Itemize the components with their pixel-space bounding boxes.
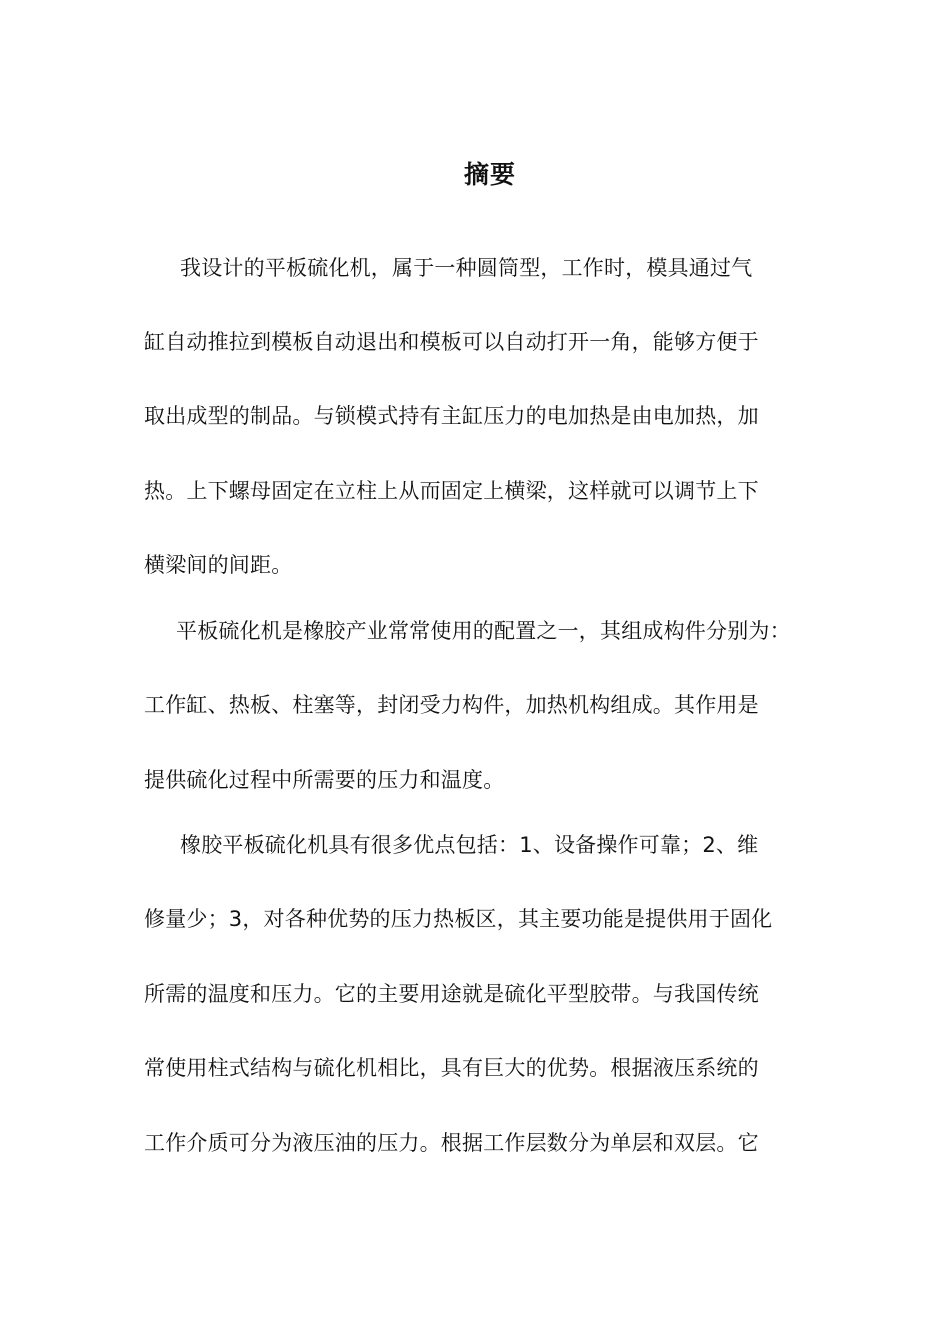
paragraph-3-line-2: 修量少；3，对各种优势的压力热板区，其主要功能是提供用于固化: [144, 907, 773, 931]
paragraph-2-line-2: 工作缸、热板、柱塞等，封闭受力构件，加热机构组成。其作用是: [144, 693, 759, 717]
paragraph-1-line-1: 我设计的平板硫化机，属于一种圆筒型，工作时，模具通过气: [180, 256, 753, 280]
page-title: 摘要: [463, 160, 516, 189]
paragraph-1-line-2: 缸自动推拉到模板自动退出和模板可以自动打开一角，能够方便于: [144, 330, 759, 354]
paragraph-2-line-3: 提供硫化过程中所需要的压力和温度。: [144, 768, 505, 792]
paragraph-1-line-4: 热。上下螺母固定在立柱上从而固定上横梁，这样就可以调节上下: [144, 479, 759, 503]
paragraph-3-line-1: 橡胶平板硫化机具有很多优点包括：1、设备操作可靠；2、维: [180, 833, 759, 857]
paragraph-2-line-1: 平板硫化机是橡胶产业常常使用的配置之一，其组成构件分别为：: [176, 619, 791, 643]
paragraph-3-line-5: 工作介质可分为液压油的压力。根据工作层数分为单层和双层。它: [144, 1131, 759, 1155]
paragraph-3-line-3: 所需的温度和压力。它的主要用途就是硫化平型胶带。与我国传统: [144, 982, 759, 1006]
paragraph-1-line-3: 取出成型的制品。与锁模式持有主缸压力的电加热是由电加热，加: [144, 404, 759, 428]
paragraph-3-line-4: 常使用柱式结构与硫化机相比，具有巨大的优势。根据液压系统的: [144, 1056, 759, 1080]
paragraph-1-line-5: 横梁间的间距。: [144, 553, 293, 577]
